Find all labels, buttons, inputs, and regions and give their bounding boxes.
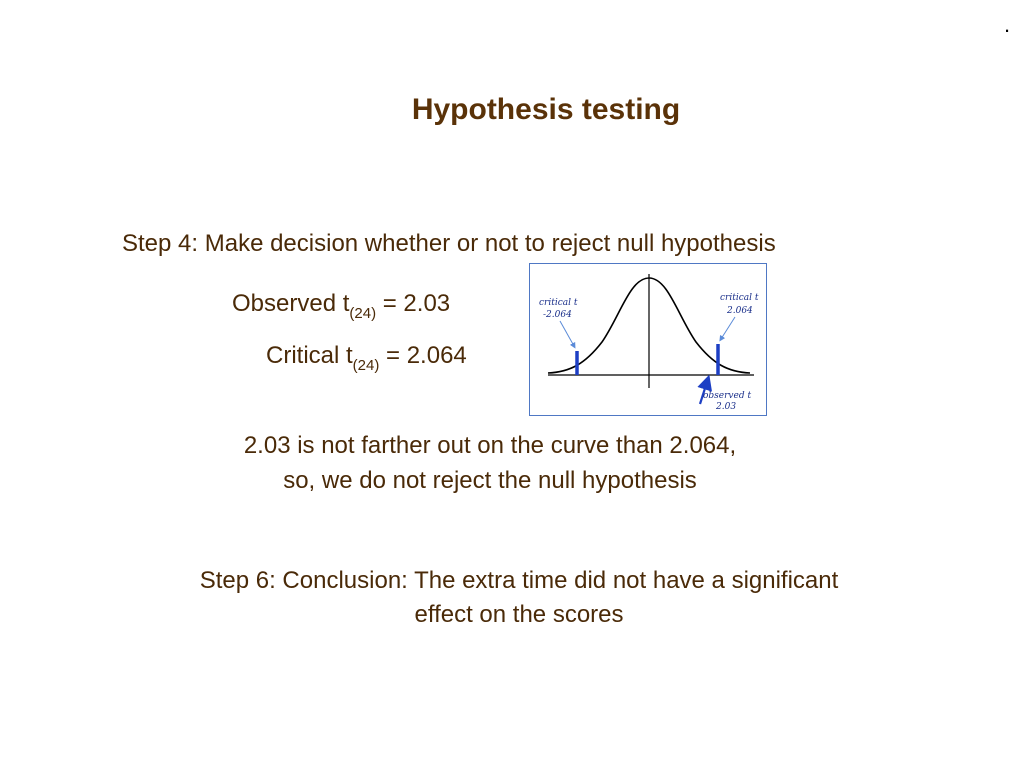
left-critical-value: -2.064 <box>543 310 572 320</box>
observed-t-df: (24) <box>349 305 377 322</box>
right-critical-value: 2.064 <box>727 306 753 316</box>
corner-mark: . <box>1004 12 1011 37</box>
t-distribution-figure <box>529 263 767 416</box>
conclusion-text <box>134 564 904 632</box>
critical-t-statement <box>266 342 467 374</box>
slide-title: Hypothesis testing <box>411 93 681 126</box>
t-distribution-diagram <box>530 264 766 415</box>
right-critical-label: critical t <box>720 293 759 303</box>
observed-t-value: = 2.03 <box>376 290 451 317</box>
conclusion-line-1: Step 6: Conclusion: The extra time did not have a significant <box>199 567 839 594</box>
critical-t-df: (24) <box>352 357 380 374</box>
observed-t-figure-value: 2.03 <box>716 402 737 412</box>
decision-text <box>0 428 980 498</box>
step4-text: Step 4: Make decision whether or not to reject null hypothesis <box>122 230 776 257</box>
decision-line-2: so, we do not reject the null hypothesis <box>283 467 697 494</box>
observed-t-statement <box>232 290 451 322</box>
observed-t-figure-label: observed t <box>703 391 752 401</box>
left-critical-arrow <box>560 321 574 346</box>
observed-t-label: Observed t <box>232 290 350 317</box>
left-critical-label: critical t <box>539 298 578 308</box>
decision-line-1: 2.03 is not farther out on the curve than 2.064, <box>243 432 737 459</box>
right-critical-arrow <box>721 317 735 339</box>
critical-t-label: Critical t <box>266 342 353 369</box>
critical-t-value: = 2.064 <box>379 342 467 369</box>
conclusion-line-2: effect on the scores <box>414 601 624 628</box>
